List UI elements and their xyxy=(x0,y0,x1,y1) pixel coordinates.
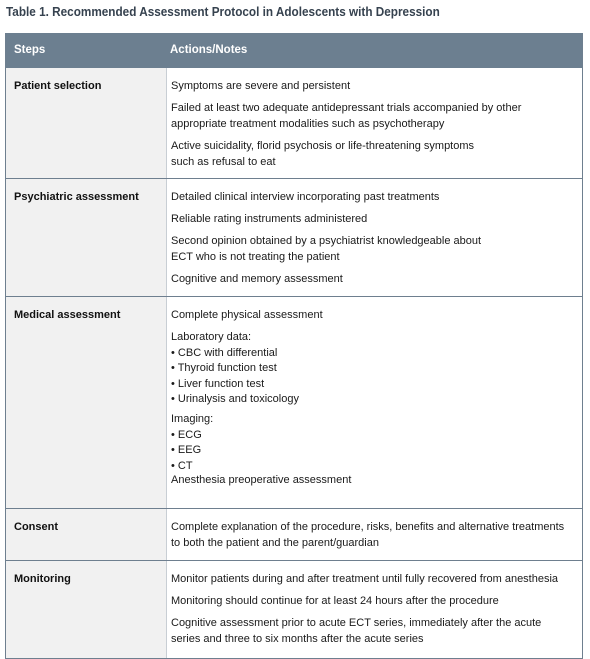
step-label: Monitoring xyxy=(14,573,71,585)
step-label: Patient selection xyxy=(14,80,102,92)
note-line: Active suicidality, florid psychosis or life-threatening symptoms xyxy=(171,140,475,152)
note-item xyxy=(171,212,578,228)
note-item xyxy=(171,139,578,170)
note-item xyxy=(171,520,578,551)
note-line: appropriate treatment modalities such as psychotherapy xyxy=(171,117,445,130)
note-line: Second opinion obtained by a psychiatrist knowledgeable about xyxy=(171,235,482,247)
table-row-medical-assessment xyxy=(6,296,582,508)
note-line: • CBC with differential xyxy=(171,346,278,359)
note-line: Complete physical assessment xyxy=(171,309,323,321)
note-item xyxy=(171,79,578,95)
note-item xyxy=(171,101,578,132)
table-row-monitoring xyxy=(6,560,582,658)
step-label: Medical assessment xyxy=(14,309,121,321)
notes-cell xyxy=(166,179,582,296)
note-line: • CT xyxy=(171,459,193,472)
note-line: Symptoms are severe and persistent xyxy=(171,80,351,92)
notes-cell xyxy=(166,561,582,658)
notes-cell xyxy=(166,509,582,560)
table-row-patient-selection xyxy=(6,68,582,178)
note-item xyxy=(171,330,578,408)
note-line: Laboratory data: xyxy=(171,331,252,343)
note-line: Monitor patients during and after treatment until fully recovered from anesthesia xyxy=(171,573,559,585)
note-line: • Liver function test xyxy=(171,377,265,390)
table-header xyxy=(6,33,582,68)
note-item xyxy=(171,572,578,588)
notes-cell xyxy=(166,297,582,508)
note-line: Reliable rating instruments administered xyxy=(171,213,368,225)
note-line: to both the patient and the parent/guardian xyxy=(171,536,379,549)
note-item xyxy=(171,190,578,206)
note-item xyxy=(171,473,578,489)
header-steps: Steps xyxy=(14,44,46,56)
note-line: • Thyroid function test xyxy=(171,362,277,374)
note-item xyxy=(171,308,578,324)
header-actions-notes: Actions/Notes xyxy=(170,44,248,56)
note-item xyxy=(171,272,578,288)
assessment-table xyxy=(5,33,583,659)
note-line: • EEG xyxy=(171,444,202,456)
note-line: Cognitive and memory assessment xyxy=(171,273,343,285)
note-line: Cognitive assessment prior to acute ECT series, immediately after the acute xyxy=(171,617,542,629)
step-label: Psychiatric assessment xyxy=(14,191,139,203)
notes-cell xyxy=(166,68,582,178)
note-item xyxy=(171,616,578,647)
table-row-psychiatric-assessment xyxy=(6,178,582,296)
note-item xyxy=(171,234,578,265)
table-body xyxy=(6,68,582,658)
note-line: Anesthesia preoperative assessment xyxy=(171,474,352,486)
table-row-consent xyxy=(6,508,582,560)
note-item xyxy=(171,412,578,474)
note-line: Monitoring should continue for at least 24 hours after the procedure xyxy=(171,595,499,607)
note-line: Detailed clinical interview incorporating past treatments xyxy=(171,191,440,203)
note-line: Imaging: xyxy=(171,413,214,425)
note-line: Complete explanation of the procedure, risks, benefits and alternative treatments xyxy=(171,521,565,533)
note-line: series and three to six months after the acute series xyxy=(171,632,424,645)
note-item xyxy=(171,594,578,610)
note-line: • Urinalysis and toxicology xyxy=(171,393,299,405)
note-line: ECT who is not treating the patient xyxy=(171,250,340,263)
step-label: Consent xyxy=(14,521,58,533)
note-line: Failed at least two adequate antidepressant trials accompanied by other xyxy=(171,102,522,114)
note-line: • ECG xyxy=(171,428,202,441)
table-caption: Table 1. Recommended Assessment Protocol in Adolescents with Depression xyxy=(6,5,440,19)
note-line: such as refusal to eat xyxy=(171,155,276,168)
